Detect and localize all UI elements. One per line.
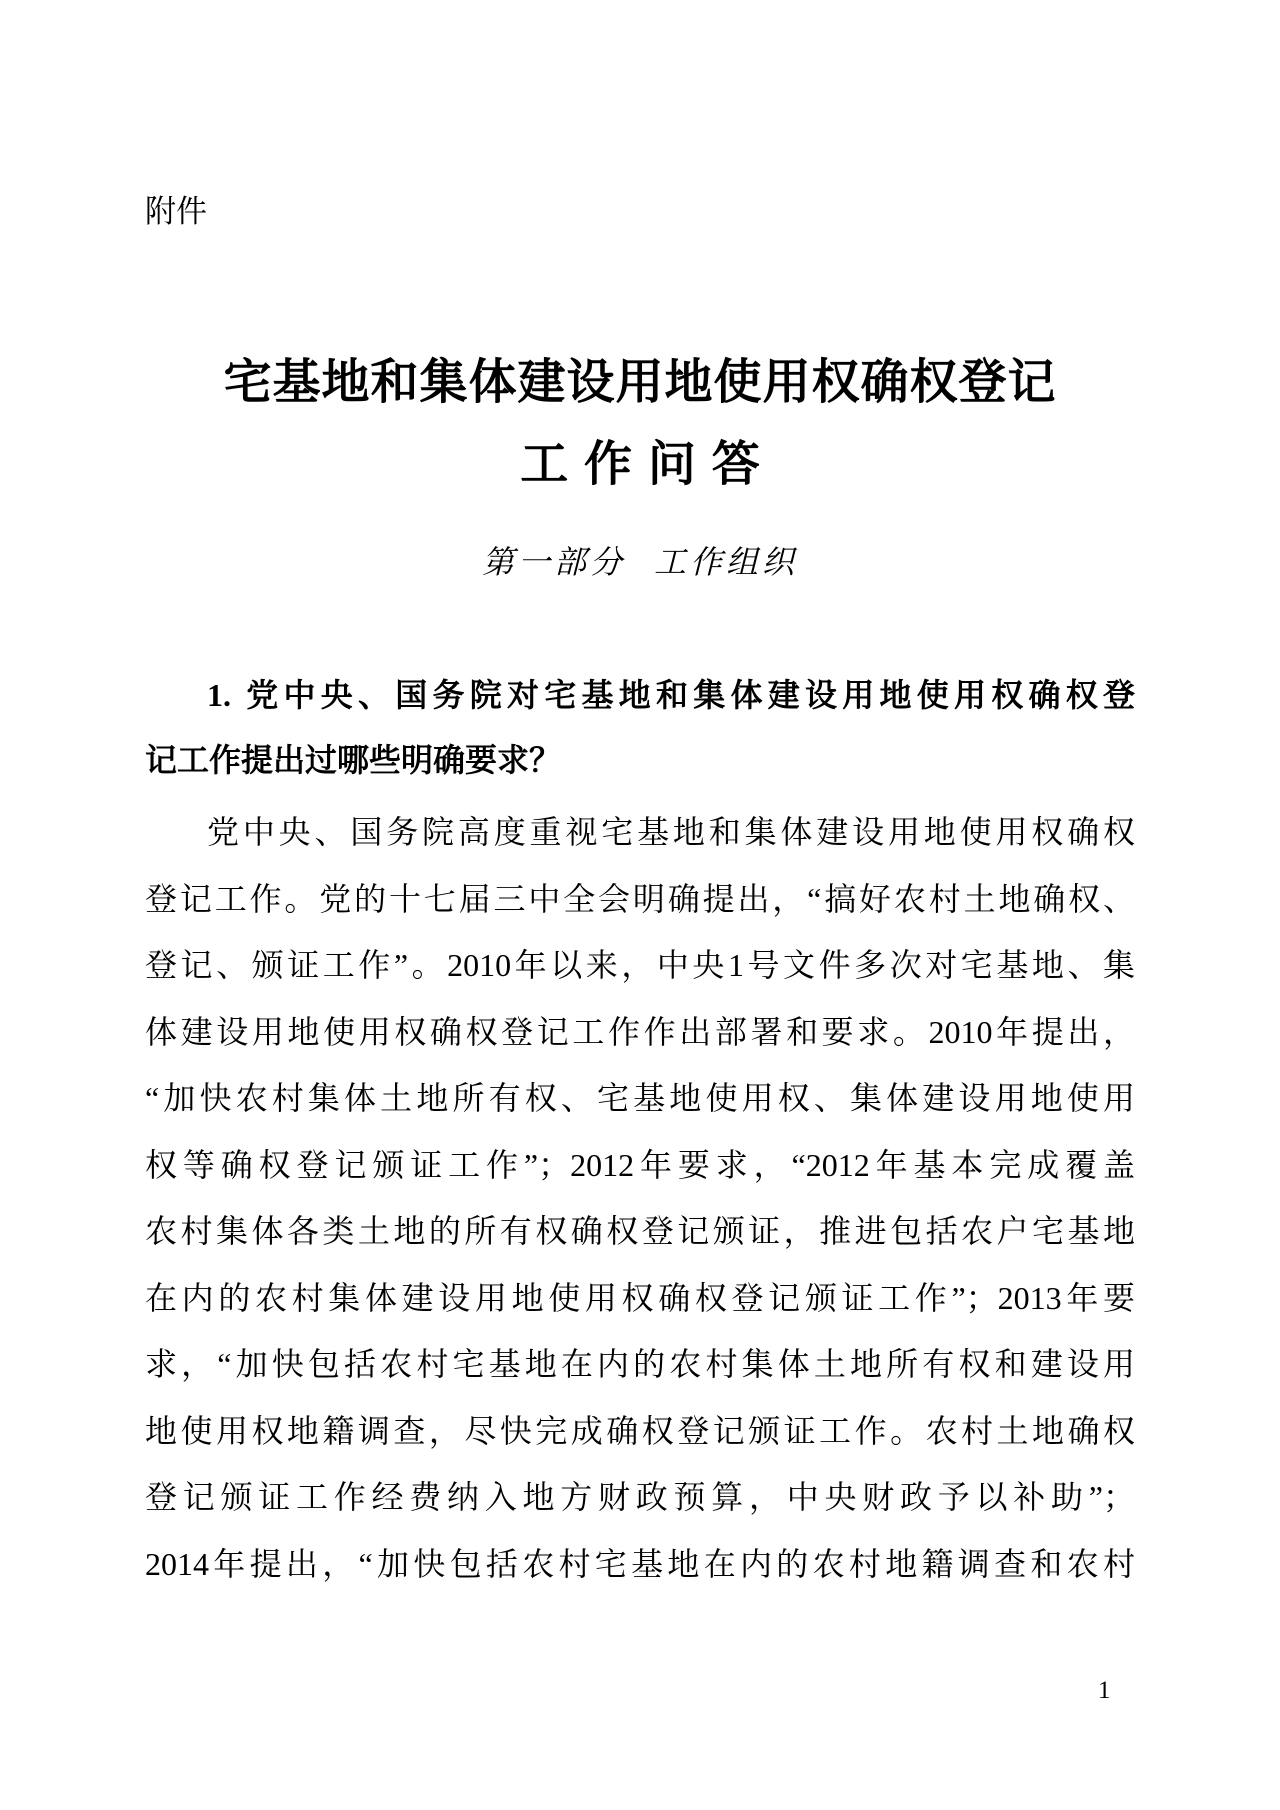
paragraph-line: 农村集体各类土地的所有权确权登记颁证，推进包括农户宅基地 bbox=[145, 1213, 1135, 1249]
question-number: 1. bbox=[207, 677, 231, 713]
question-heading bbox=[145, 663, 1135, 793]
paragraph-line: 在内的农村集体建设用地使用权确权登记颁证工作”；2013年要 bbox=[145, 1279, 1135, 1316]
paragraph-line: 登记、颁证工作”。2010年以来，中央1号文件多次对宅基地、集 bbox=[145, 947, 1135, 983]
attachment-label: 附件 bbox=[145, 194, 207, 229]
question-line-1-text: 党中央、国务院对宅基地和集体建设用地使用权确权登 bbox=[241, 677, 1135, 713]
paragraph-line: 求，“加快包括农村宅基地在内的农村集体土地所有权和建设用 bbox=[145, 1346, 1135, 1382]
section-heading: 第一部分 工作组织 bbox=[481, 544, 798, 580]
question-line-2: 记工作提出过哪些明确要求？ bbox=[145, 742, 562, 778]
document-title-line1: 宅基地和集体建设用地使用权确权登记 bbox=[223, 356, 1057, 409]
paragraph-line: 党中央、国务院高度重视宅基地和集体建设用地使用权确权 bbox=[207, 814, 1135, 850]
paragraph-line: 权等确权登记颁证工作”；2012年要求，“2012年基本完成覆盖 bbox=[145, 1146, 1135, 1183]
paragraph-line: “加快农村集体土地所有权、宅基地使用权、集体建设用地使用 bbox=[145, 1080, 1135, 1116]
page-number: 1 bbox=[1098, 1677, 1111, 1704]
paragraph-line: 登记工作。党的十七届三中全会明确提出，“搞好农村土地确权、 bbox=[145, 880, 1135, 917]
paragraph-line: 体建设用地使用权确权登记工作作出部署和要求。2010年提出， bbox=[145, 1013, 1135, 1050]
paragraph-line: 地使用权地籍调查，尽快完成确权登记颁证工作。农村土地确权 bbox=[145, 1412, 1135, 1449]
question-line-1 bbox=[145, 663, 1135, 728]
paragraph-line: 登记颁证工作经费纳入地方财政预算，中央财政予以补助”； bbox=[145, 1479, 1135, 1515]
body-paragraph bbox=[145, 799, 1135, 1597]
document-title-line2: 工作问答 bbox=[520, 438, 776, 491]
paragraph-line: 2014年提出，“加快包括农村宅基地在内的农村地籍调查和农村 bbox=[145, 1545, 1135, 1582]
